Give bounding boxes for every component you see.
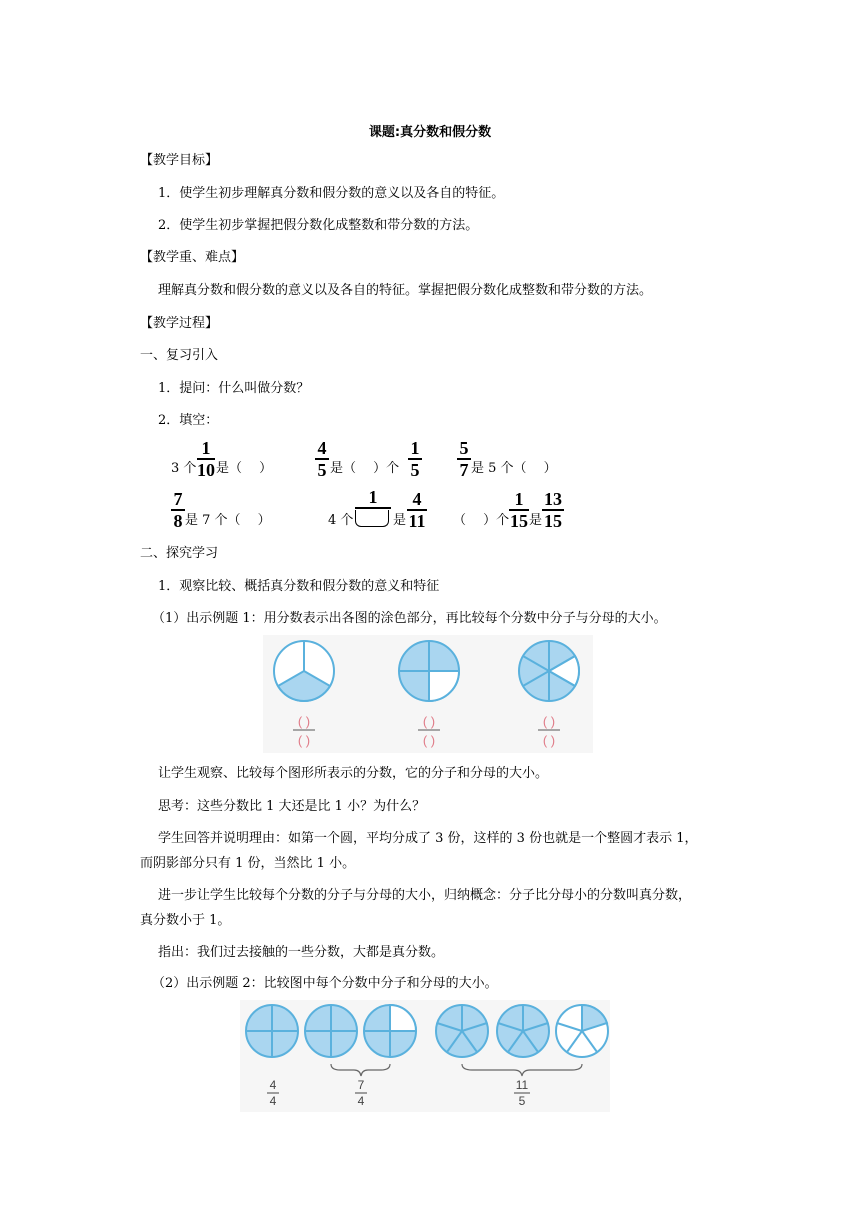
circle-sixths xyxy=(519,641,579,701)
goal-item-2: 2．使学生初步掌握把假分数化成整数和带分数的方法。 xyxy=(158,218,479,233)
svg-text:4: 4 xyxy=(269,1078,277,1092)
circle-quarters-full-2 xyxy=(305,1005,357,1057)
goal-item-1: 1．使学生初步理解真分数和假分数的意义以及各自的特征。 xyxy=(158,186,505,201)
key-text: 理解真分数和假分数的意义以及各自的特征。掌握把假分数化成整数和带分数的方法。 xyxy=(158,283,653,298)
fraction-d: 7 8 xyxy=(171,490,185,530)
fill-a-prefix: 3 个 xyxy=(171,461,197,476)
paragraph-concept-1: 进一步让学生比较每个分数的分子与分母的大小，归纳概念：分子比分母小的分数叫真分数， xyxy=(158,888,692,903)
circle-quarters xyxy=(399,641,459,701)
paragraph-observe: 让学生观察、比较每个图形所表示的分数，它的分子和分母的大小。 xyxy=(158,766,549,781)
fraction-b: 4 5 xyxy=(315,439,329,479)
svg-text:4: 4 xyxy=(269,1094,277,1108)
circle-thirds xyxy=(274,641,334,701)
example-2-figure xyxy=(240,1000,610,1112)
svg-text:( ): ( ) xyxy=(297,733,311,748)
fraction-e2: 4 11 xyxy=(408,489,426,531)
circle-quarters-full-1 xyxy=(246,1005,298,1057)
fill-e-prefix: 4 个 xyxy=(328,513,354,528)
svg-text:11: 11 xyxy=(515,1078,529,1092)
svg-text:( ): ( ) xyxy=(297,714,311,729)
paragraph-think: 思考：这些分数比 1 大还是比 1 小？为什么？ xyxy=(158,799,426,814)
fill-c-suffix: 是 5 个（ ） xyxy=(471,461,557,476)
svg-text:( ): ( ) xyxy=(422,714,436,729)
paragraph-answer-1: 学生回答并说明理由：如第一个圆，平均分成了 3 份，这样的 3 份也就是一个整圆才表示 1， xyxy=(158,831,698,846)
fraction-f: 1 15 xyxy=(510,489,528,531)
fraction-b2: 1 5 xyxy=(408,439,422,479)
svg-text:4: 4 xyxy=(357,1094,365,1108)
fraction-e: 1 xyxy=(355,488,391,527)
question-1: 1．提问：什么叫做分数？ xyxy=(158,381,310,396)
svg-text:( ): ( ) xyxy=(542,733,556,748)
svg-text:( ): ( ) xyxy=(542,714,556,729)
circle-fifths-one xyxy=(556,1005,608,1057)
example-2-text: （2）出示例题 2：比较图中每个分数中分子和分母的大小。 xyxy=(152,976,498,991)
fill-a-suffix: 是（ ） xyxy=(216,461,273,476)
circle-quarters-three xyxy=(364,1005,416,1057)
section-goal: 【教学目标】 xyxy=(140,153,219,168)
section-key: 【教学重、难点】 xyxy=(140,250,245,265)
fraction-c: 5 7 xyxy=(457,439,471,479)
part-1-heading: 一、复习引入 xyxy=(140,348,219,363)
section-process: 【教学过程】 xyxy=(140,316,219,331)
question-2: 2．填空： xyxy=(158,413,219,428)
svg-text:7: 7 xyxy=(357,1078,365,1092)
blank-denominator xyxy=(355,510,389,527)
circle-fifths-full-1 xyxy=(436,1005,488,1057)
paragraph-point-out: 指出：我们过去接触的一些分数，大都是真分数。 xyxy=(158,945,445,960)
svg-text:( ): ( ) xyxy=(422,733,436,748)
fill-b-middle: 是（ ）个 xyxy=(330,461,400,476)
example-1-figure xyxy=(263,635,593,753)
example-1-text: （1）出示例题 1：用分数表示出各图的涂色部分，再比较每个分数中分子与分母的大小。 xyxy=(152,611,667,626)
fill-f-prefix: （ ）个 xyxy=(453,513,510,528)
fraction-a: 1 10 xyxy=(197,438,215,480)
page-title: 课题:真分数和假分数 xyxy=(368,125,492,140)
svg-text:5: 5 xyxy=(518,1094,526,1108)
fill-f-middle: 是 xyxy=(529,513,543,528)
part-2-heading: 二、探究学习 xyxy=(140,546,219,561)
circle-fifths-full-2 xyxy=(497,1005,549,1057)
subsection-1: 1．观察比较、概括真分数和假分数的意义和特征 xyxy=(158,579,440,594)
paragraph-concept-2: 真分数小于 1。 xyxy=(140,913,231,928)
fill-e-middle: 是 xyxy=(393,513,407,528)
fraction-f2: 13 15 xyxy=(544,489,562,531)
paragraph-answer-2: 而阴影部分只有 1 份，当然比 1 小。 xyxy=(140,856,356,871)
fill-d-suffix: 是 7 个（ ） xyxy=(185,513,271,528)
